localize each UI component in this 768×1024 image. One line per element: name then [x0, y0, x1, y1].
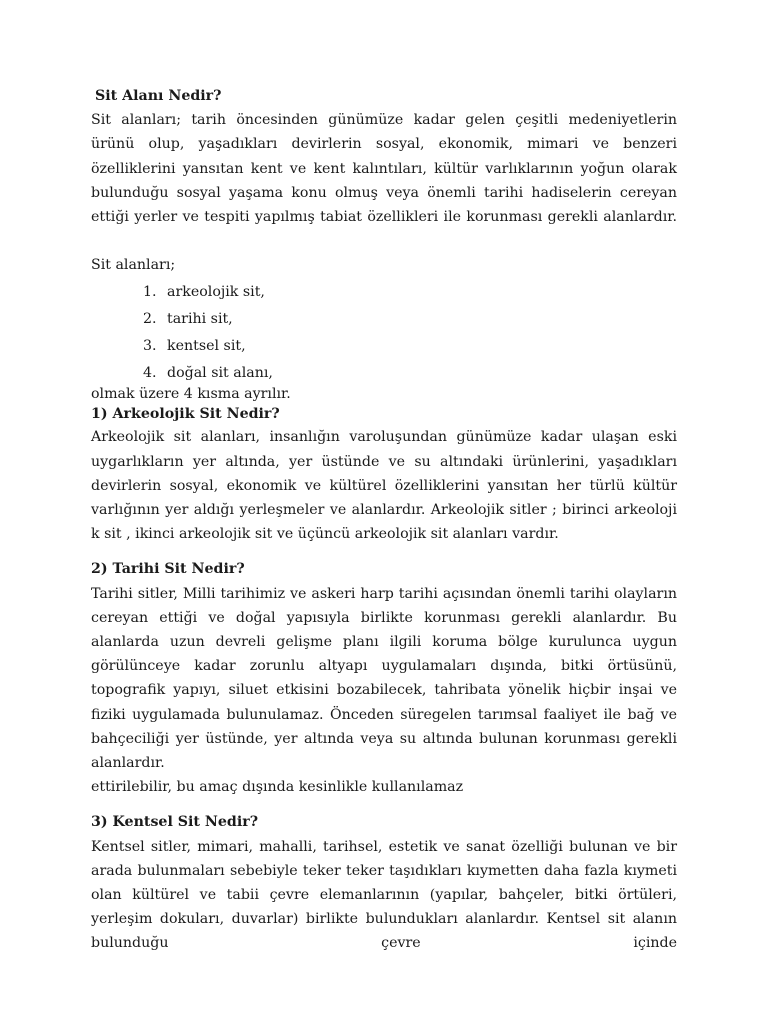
section-heading: 1) Arkeolojik Sit Nedir?	[91, 406, 280, 423]
list-item: 1. arkeolojik sit,	[143, 284, 265, 301]
list-item: 2. tarihi sit,	[143, 311, 233, 328]
intro-paragraph: Sit alanları; tarih öncesinden günümüze kadar gelen çeşitli medeniyetlerin ürünü olup, yaşadıkları devirlerin sosyal, ekonomik, mimari ve benzeri özelliklerini yansıtan kent ve kent kalıntıları, kültür varlıklarının yoğun olarak bulunduğu sosyal yaşama konu olmuş veya önemli tarihi hadiselerin cereyan ettiği yerler ve tespiti yapılmış tabiat özellikleri ile korunması gerekli alanlardır.	[91, 112, 677, 226]
section-body: Tarihi sitler, Milli tarihimiz ve askeri harp tarihi açısından önemli tarihi olayların cereyan ettiği ve doğal yapısıyla birlikte korunması gerekli alanlardır. Bu alanlarda uzun devreli gelişme planı ilgili koruma bölge kurulunca uygun görülünceye kadar zorunlu altyapı uygulamaları dışında, bitki örtüsünü, topografik yapıyı, siluet etkisini bozabilecek, tahribata yönelik hiçbir inşai ve fiziki uygulamada bulunulamaz. Önceden süregelen tarımsal faaliyet ile bağ ve bahçeciliği yer üstünde, yer altında veya su altında bulunan korunması gerekli alanlardır.	[91, 585, 677, 772]
spacer	[91, 799, 677, 810]
list-item: 3. kentsel sit,	[143, 338, 246, 355]
intro-title: Sit Alanı Nedir?	[95, 88, 222, 104]
list-item: 4. doğal sit alanı,	[143, 365, 273, 382]
section-body: Arkeolojik sit alanları, insanlığın varoluşundan günümüze kadar ulaşan eski uygarlıkların yer altında, yer üstünde ve su altındaki ürünlerini, yaşadıkları devirlerin sosyal, ekonomik ve kültürel özelliklerini yansıtan her türlü kültür varlığının yer aldığı yerleşmeler ve alanlardır. Arkeolojik sitler ; birinci arkeoloji k sit , ikinci arkeolojik sit ve üçüncü arkeolojik sit alanları vardır.	[91, 429, 677, 543]
section-heading: 2) Tarihi Sit Nedir?	[91, 561, 245, 578]
list-outro: olmak üzere 4 kısma ayrılır.	[91, 386, 291, 403]
spacer	[91, 229, 677, 253]
section-heading: 3) Kentsel Sit Nedir?	[91, 814, 259, 831]
document-page	[91, 84, 677, 956]
spacer	[91, 546, 677, 557]
section-body: Kentsel sitler, mimari, mahalli, tarihsel, estetik ve sanat özelliği bulunan ve bir arada bulunmaları sebebiyle teker teker taşıdıkları kıymetten daha fazla kıymeti olan kültürel ve tabii çevre elemanlarının (yapılar, bahçeler, bitki örtüleri, yerleşim dokuları, duvarlar) birlikte bulundukları alanlardır. Kentsel sit alanın bulunduğu çevre içinde	[91, 838, 677, 952]
list-intro: Sit alanları;	[91, 257, 176, 274]
sit-types-list	[91, 280, 677, 388]
section-extra-line: ettirilebilir, bu amaç dışında kesinlikle kullanılamaz	[91, 779, 464, 796]
